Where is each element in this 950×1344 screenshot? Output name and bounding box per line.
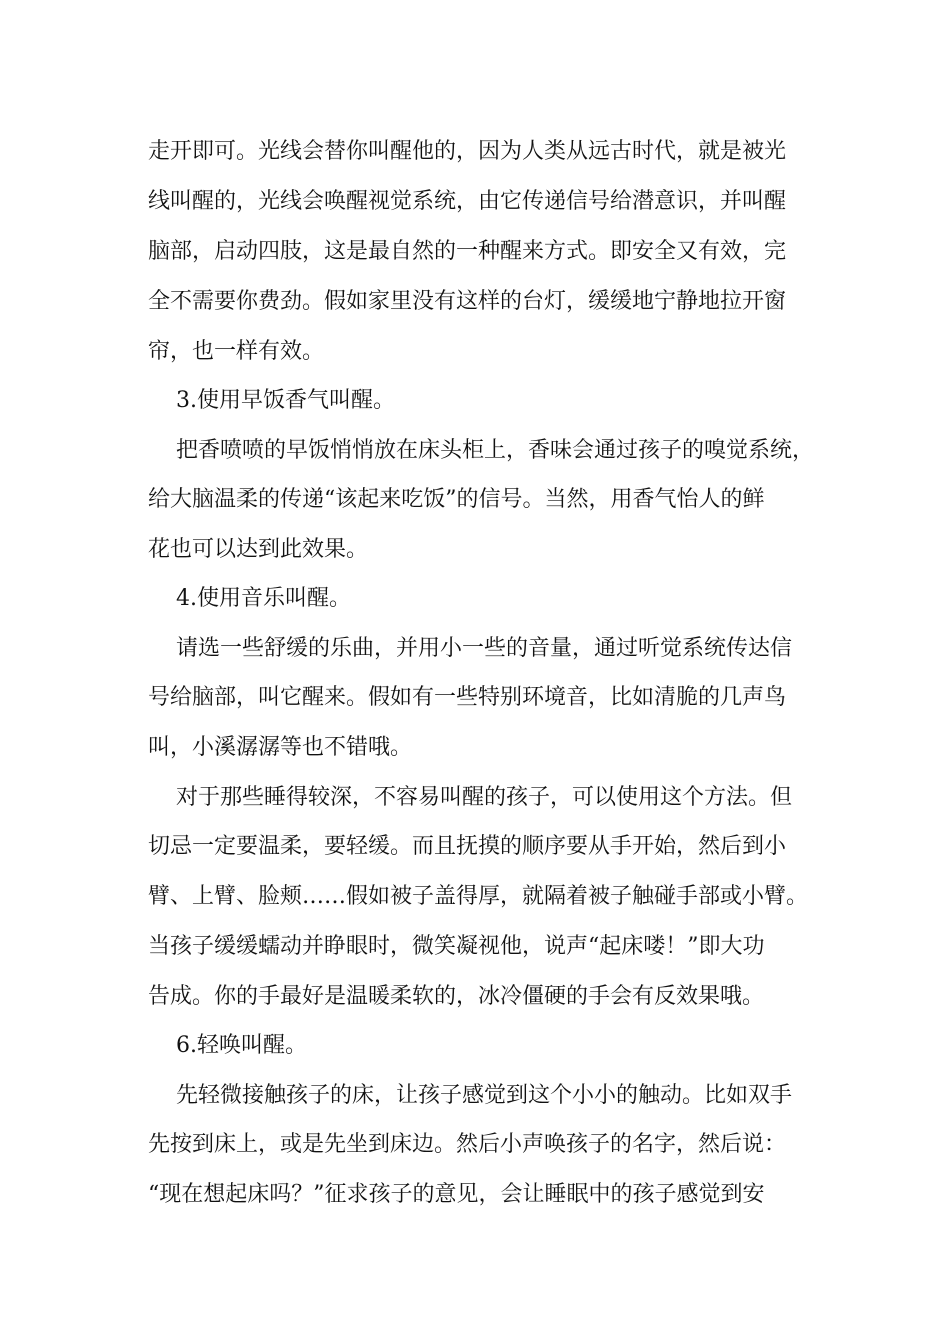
text-line: 先按到床上，或是先坐到床边。然后小声唤孩子的名字，然后说： — [148, 1132, 787, 1157]
text-line: 走开即可。光线会替你叫醒他的，因为人类从远古时代，就是被光 — [148, 139, 787, 164]
text-line: 号给脑部，叫它醒来。假如有一些特别环境音，比如清脆的几声鸟 — [148, 685, 787, 710]
text-line: 线叫醒的，光线会唤醒视觉系统，由它传递信号给潜意识，并叫醒 — [148, 189, 787, 214]
text-line: 叫，小溪潺潺等也不错哦。 — [148, 735, 413, 760]
text-line: 花也可以达到此效果。 — [148, 537, 369, 562]
text-line: 给大脑温柔的传递“该起来吃饭”的信号。当然，用香气怡人的鲜 — [148, 487, 765, 512]
text-line: 脑部，启动四肢，这是最自然的一种醒来方式。即安全又有效，完 — [148, 239, 787, 264]
text-line: 切忌一定要温柔，要轻缓。而且抚摸的顺序要从手开始，然后到小 — [148, 834, 787, 859]
paragraph-start: 先轻微接触孩子的床，让孩子感觉到这个小小的触动。比如双手 — [176, 1083, 793, 1108]
section-heading: 4.使用音乐叫醒。 — [176, 586, 351, 611]
paragraph-start: 对于那些睡得较深，不容易叫醒的孩子，可以使用这个方法。但 — [176, 785, 793, 810]
paragraph-start: 把香喷喷的早饭悄悄放在床头柜上，香味会通过孩子的嗅觉系统， — [176, 438, 815, 463]
text-line: “现在想起床吗？”征求孩子的意见，会让睡眠中的孩子感觉到安 — [148, 1182, 765, 1207]
paragraph-start: 请选一些舒缓的乐曲，并用小一些的音量，通过听觉系统传达信 — [176, 636, 793, 661]
text-line: 告成。你的手最好是温暖柔软的，冰冷僵硬的手会有反效果哦。 — [148, 984, 765, 1009]
section-heading: 6.轻唤叫醒。 — [176, 1033, 307, 1058]
section-heading: 3.使用早饭香气叫醒。 — [176, 388, 395, 413]
text-line: 全不需要你费劲。假如家里没有这样的台灯，缓缓地宁静地拉开窗 — [148, 289, 787, 314]
text-line: 臂、上臂、脸颊……假如被子盖得厚，就隔着被子触碰手部或小臂。 — [148, 884, 809, 909]
text-line: 帘，也一样有效。 — [148, 339, 325, 364]
text-line: 当孩子缓缓蠕动并睁眼时，微笑凝视他，说声“起床喽！”即大功 — [148, 934, 765, 959]
